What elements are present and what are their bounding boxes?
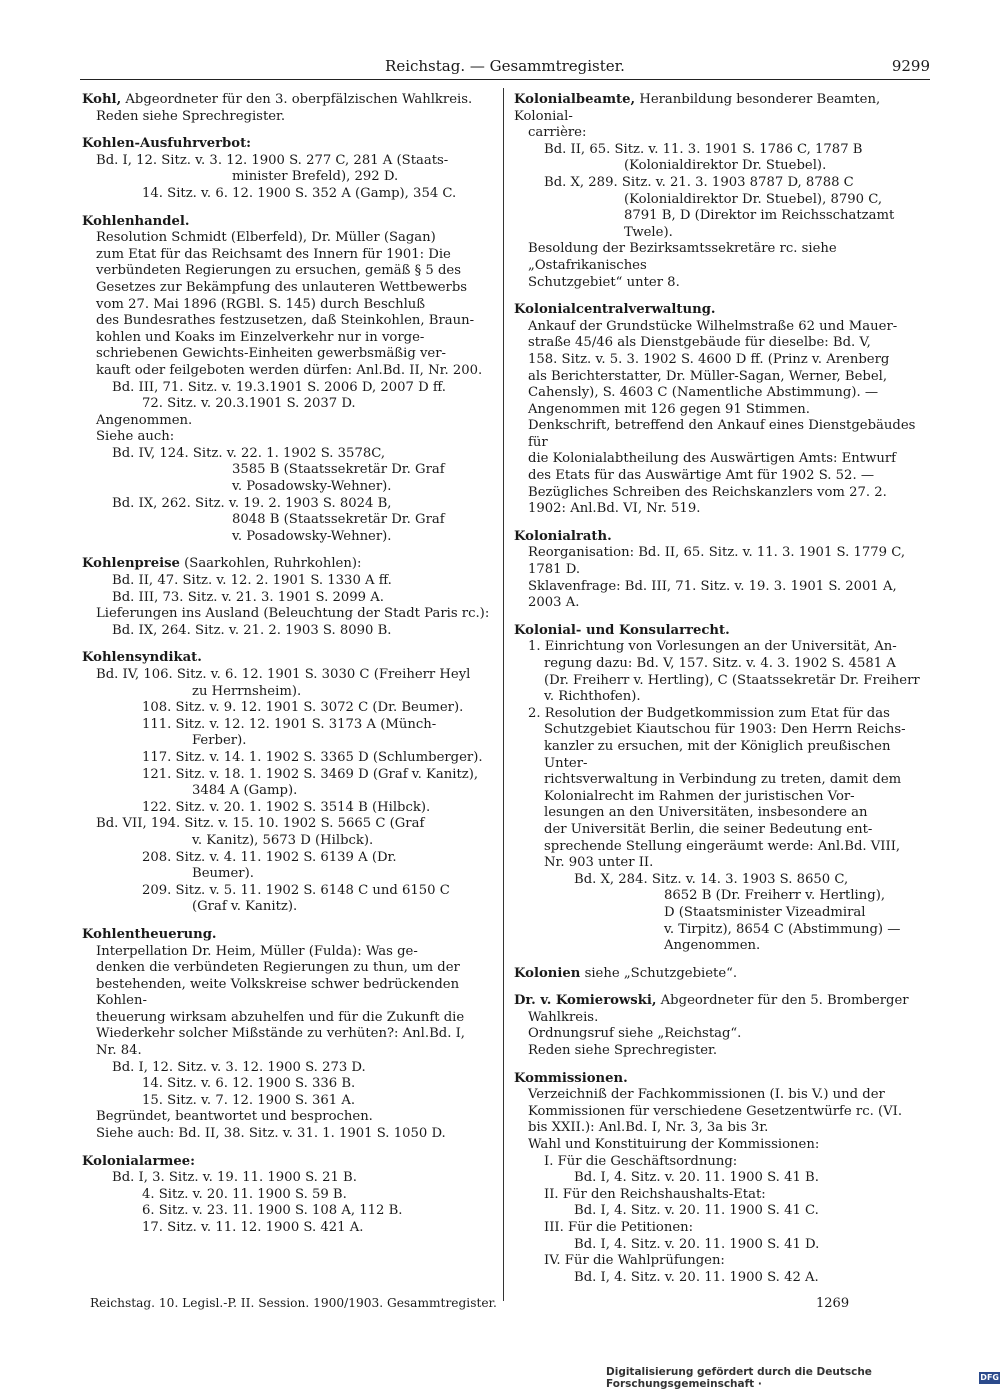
entry-title: Kohlenhandel.	[82, 213, 190, 229]
entry-line: Interpellation Dr. Heim, Müller (Fulda): Was ge-	[96, 943, 418, 959]
entry-line: (Graf v. Kanitz).	[192, 899, 298, 915]
entry-line: Bd. X, 289. Sitz. v. 21. 3. 1903 8787 D, 8788 C	[544, 174, 854, 190]
entry-heading-line	[82, 136, 494, 153]
entry-line: 17. Sitz. v. 11. 12. 1900 S. 421 A.	[142, 1220, 364, 1235]
entry-line: (Dr. Freiherr v. Hertling), C (Staatssekretär Dr. Freiherr	[544, 672, 920, 688]
entry-line: D (Staatsminister Vizeadmiral	[664, 904, 866, 920]
index-entry	[82, 650, 494, 916]
entry-line: 8791 B, D (Direktor im Reichsschatzamt	[624, 208, 895, 224]
index-entry	[514, 529, 926, 612]
entry-line: Bd. II, 65. Sitz. v. 11. 3. 1901 S. 1786 C, 1787 B	[544, 141, 863, 157]
header-rule	[80, 79, 930, 80]
entry-line: Sklavenfrage: Bd. III, 71. Sitz. v. 19. 3. 1901 S. 2001 A,	[528, 578, 897, 594]
running-title: Reichstag. — Gesammtregister.	[385, 57, 625, 75]
footer-imprint: Reichstag. 10. Legisl.-P. II. Session. 1900/1903. Gesammtregister.	[90, 1296, 497, 1310]
entry-line: Bd. I, 3. Sitz. v. 19. 11. 1900 S. 21 B.	[112, 1170, 357, 1186]
entry-line: Ferber).	[192, 733, 247, 749]
entry-line: Siehe auch:	[96, 429, 175, 445]
entry-line: 1781 D.	[528, 562, 581, 578]
entry-heading-line	[82, 1154, 494, 1171]
entry-line: bestehenden, weite Volkskreise schwer bedrückenden Kohlen-	[96, 976, 460, 1009]
entry-line: des Etats für das Auswärtige Amt für 1902 S. 52. —	[528, 468, 875, 484]
entry-line: vom 27. Mai 1896 (RGBl. S. 145) durch Beschluß	[96, 296, 426, 312]
credit-text: Digitalisierung gefördert durch die Deutsche Forschungsgemeinschaft ·	[606, 1366, 872, 1390]
entry-line: kauft oder feilgeboten werden dürfen: Anl.Bd. II, Nr. 200.	[96, 362, 483, 378]
entry-line: 111. Sitz. v. 12. 12. 1901 S. 3173 A (Münch-	[142, 716, 437, 732]
entry-heading-line	[514, 1071, 926, 1088]
entry-line: Schutzgebiet“ unter 8.	[528, 274, 680, 290]
dfg-logo-icon: DFG	[980, 1373, 999, 1382]
entry-line: I. Für die Geschäftsordnung:	[544, 1153, 738, 1169]
entry-line: 14. Sitz. v. 6. 12. 1900 S. 352 A (Gamp), 354 C.	[142, 185, 457, 201]
entry-title: Kolonialcentralverwaltung.	[514, 302, 716, 318]
index-entry	[514, 1071, 926, 1287]
entry-text: Abgeordneter für den 5. Bromberger	[660, 993, 909, 1009]
entry-line: Kolonialrecht im Rahmen der juristischen Vor-	[544, 788, 855, 804]
entry-line: Reorganisation: Bd. II, 65. Sitz. v. 11. 3. 1901 S. 1779 C,	[528, 545, 906, 561]
entry-line: Begründet, beantwortet und besprochen.	[96, 1109, 373, 1125]
entry-line: (Kolonialdirektor Dr. Stuebel), 8790 C,	[624, 191, 883, 207]
entry-line: 4. Sitz. v. 20. 11. 1900 S. 59 B.	[142, 1186, 347, 1202]
index-entry	[82, 214, 494, 546]
index-entry	[514, 993, 926, 1059]
entry-line: v. Tirpitz), 8654 C (Abstimmung) —	[664, 921, 901, 937]
entry-line: Nr. 903 unter II.	[544, 855, 654, 871]
entry-line: 158. Sitz. v. 5. 3. 1902 S. 4600 D ff. (Prinz v. Arenberg	[528, 351, 890, 367]
entry-line: richtsverwaltung in Verbindung zu treten, damit dem	[544, 772, 902, 788]
entry-line: Besoldung der Bezirksamtssekretäre rc. siehe „Ostafrikanisches	[528, 241, 837, 273]
entry-text: Abgeordneter für den 3. oberpfälzischen Wahlkreis.	[125, 92, 473, 107]
entry-line: 15. Sitz. v. 7. 12. 1900 S. 361 A.	[142, 1092, 356, 1108]
entry-line: Wahlkreis.	[528, 1009, 599, 1025]
page-number: 9299	[891, 57, 930, 75]
entry-heading-line	[82, 214, 494, 231]
entry-line: Cahensly), S. 4603 C (Namentliche Abstimmung). —	[528, 385, 879, 401]
entry-line: verbündeten Regierungen zu ersuchen, gemäß § 5 des	[96, 263, 462, 279]
entry-line: 14. Sitz. v. 6. 12. 1900 S. 336 B.	[142, 1076, 356, 1092]
entry-heading-line	[82, 92, 494, 109]
entry-line: Bd. IX, 264. Sitz. v. 21. 2. 1903 S. 8090 B.	[112, 622, 392, 638]
entry-line: Gesetzes zur Bekämpfung des unlauteren Wettbewerbs	[96, 279, 468, 295]
entry-line: Siehe auch: Bd. II, 38. Sitz. v. 31. 1. 1901 S. 1050 D.	[96, 1126, 446, 1142]
entry-line: v. Kanitz), 5673 D (Hilbck).	[192, 832, 374, 848]
column-divider	[503, 88, 504, 1301]
entry-line: Bd. IX, 262. Sitz. v. 19. 2. 1903 S. 8024 B,	[112, 495, 392, 511]
entry-title: Kolonialrath.	[514, 528, 612, 544]
entry-line: als Berichterstatter, Dr. Müller-Sagan, Werner, Bebel,	[528, 368, 888, 384]
entry-line: Beumer).	[192, 866, 254, 882]
entry-line: Angenommen.	[664, 938, 761, 954]
entry-line: II. Für den Reichshaushalts-Etat:	[544, 1186, 766, 1202]
page-header	[80, 55, 930, 77]
entry-line: des Bundesrathes festzusetzen, daß Steinkohlen, Braun-	[96, 313, 475, 329]
entry-line: IV. Für die Wahlprüfungen:	[544, 1253, 725, 1269]
entry-title: Kohlenpreise	[82, 556, 180, 572]
entry-line: 2003 A.	[528, 595, 580, 611]
index-entry	[82, 136, 494, 202]
entry-line: 6. Sitz. v. 23. 11. 1900 S. 108 A, 112 B.	[142, 1203, 403, 1219]
entry-line: Bd. III, 73. Sitz. v. 21. 3. 1901 S. 2099 A.	[112, 589, 384, 605]
entry-heading-line	[514, 92, 926, 125]
entry-line: v. Posadowsky-Wehner).	[232, 528, 392, 544]
index-entry	[82, 556, 494, 639]
entry-line: Denkschrift, betreffend den Ankauf eines Dienstgebäudes für	[528, 418, 916, 450]
entry-line: Verzeichniß der Fachkommissionen (I. bis V.) und der	[528, 1087, 885, 1103]
entry-title: Kohlentheuerung.	[82, 926, 217, 942]
entry-line: Bd. I, 4. Sitz. v. 20. 11. 1900 S. 41 D.	[574, 1236, 820, 1252]
entry-heading-line	[514, 966, 926, 983]
entry-heading-line	[82, 556, 494, 573]
entry-title: Kolonial- und Konsularrecht.	[514, 622, 730, 638]
entry-line: Bd. I, 4. Sitz. v. 20. 11. 1900 S. 41 C.	[574, 1203, 819, 1219]
entry-line: Nr. 84.	[96, 1043, 142, 1059]
entry-line: kohlen und Koaks im Einzelverkehr nur in vorge-	[96, 329, 425, 345]
entry-title: Kommissionen.	[514, 1070, 628, 1086]
entry-line: Reden siehe Sprechregister.	[96, 108, 286, 124]
entry-line: Bd. X, 284. Sitz. v. 14. 3. 1903 S. 8650 C,	[574, 871, 849, 887]
entry-line: Ordnungsruf siehe „Reichstag“.	[528, 1026, 742, 1042]
entry-line: Wiederkehr solcher Mißstände zu verhüten?: Anl.Bd. I,	[96, 1026, 465, 1042]
entry-line: Angenommen.	[96, 412, 193, 428]
entry-heading-line	[82, 650, 494, 667]
entry-line: 1902: Anl.Bd. VI, Nr. 519.	[528, 501, 701, 517]
entry-line: schriebenen Gewichts-Einheiten gewerbsmäßig ver-	[96, 346, 446, 362]
entry-line: 1. Einrichtung von Vorlesungen an der Universität, An-	[528, 639, 897, 655]
entry-line: Bd. IV, 106. Sitz. v. 6. 12. 1901 S. 3030 C (Freiherr Heyl	[96, 667, 471, 682]
entry-line: theuerung wirksam abzuhelfen und für die Zukunft die	[96, 1009, 465, 1025]
entry-line: 209. Sitz. v. 5. 11. 1902 S. 6148 C und 6150 C	[142, 882, 450, 898]
entry-line: Bd. I, 12. Sitz. v. 3. 12. 1900 S. 273 D.	[112, 1059, 366, 1075]
entry-line: straße 45/46 als Dienstgebäude für dieselbe: Bd. V,	[528, 335, 871, 351]
entry-line: 3484 A (Gamp).	[192, 783, 298, 799]
index-entry	[514, 623, 926, 955]
entry-line: Schutzgebiet Kiautschou für 1903: Den Herrn Reichs-	[544, 722, 906, 738]
entry-line: 108. Sitz. v. 9. 12. 1901 S. 3072 C (Dr. Beumer).	[142, 700, 464, 716]
entry-line: Ankauf der Grundstücke Wilhelmstraße 62 und Mauer-	[528, 318, 898, 334]
entry-line: Bd. IV, 124. Sitz. v. 22. 1. 1902 S. 3578C,	[112, 445, 386, 461]
entry-line: Twele).	[624, 224, 673, 240]
entry-line: Wahl und Konstituirung der Kommissionen:	[528, 1137, 820, 1153]
entry-title: Kolonien	[514, 965, 581, 981]
entry-line: 8652 B (Dr. Freiherr v. Hertling),	[664, 888, 886, 904]
entry-text: Heranbildung besonderer Beamten, Kolonial-	[514, 92, 881, 124]
entry-line: Bd. II, 47. Sitz. v. 12. 2. 1901 S. 1330 A ff.	[112, 573, 392, 589]
entry-title: Dr. v. Komierowski,	[514, 993, 657, 1009]
entry-line: Bd. VII, 194. Sitz. v. 15. 10. 1902 S. 5665 C (Graf	[96, 816, 425, 832]
entry-line: Bd. III, 71. Sitz. v. 19.3.1901 S. 2006 D, 2007 D ff.	[112, 379, 446, 395]
entry-heading-line	[82, 927, 494, 944]
entry-line: die Kolonialabtheilung des Auswärtigen Amts: Entwurf	[528, 451, 897, 467]
index-entry	[82, 1154, 494, 1237]
entry-line: 8048 B (Staatssekretär Dr. Graf	[232, 512, 445, 528]
entry-line: v. Richthofen).	[544, 689, 641, 705]
entry-line: Angenommen mit 126 gegen 91 Stimmen.	[528, 401, 810, 417]
entry-line: Kommissionen für verschiedene Gesetzentwürfe rc. (VI.	[528, 1103, 903, 1119]
footer-page-number: 1269	[816, 1296, 850, 1311]
entry-line: 72. Sitz. v. 20.3.1901 S. 2037 D.	[142, 396, 356, 412]
index-entry	[514, 302, 926, 518]
entry-line: denken die verbündeten Regierungen zu thun, um der	[96, 960, 460, 976]
entry-heading-line	[514, 529, 926, 546]
entry-line: Bezügliches Schreiben des Reichskanzlers vom 27. 2.	[528, 484, 887, 500]
entry-line: (Kolonialdirektor Dr. Stuebel).	[624, 158, 827, 174]
entry-title: Kolonialbeamte,	[514, 92, 636, 107]
entry-line: Lieferungen ins Ausland (Beleuchtung der Stadt Paris rc.):	[96, 606, 490, 622]
left-column	[82, 92, 494, 1248]
index-entry	[82, 927, 494, 1143]
digitization-credit	[606, 1366, 1000, 1390]
entry-title: Kohlen-Ausfuhrverbot:	[82, 136, 252, 152]
entry-line: kanzler zu ersuchen, mit der Königlich preußischen Unter-	[544, 738, 891, 771]
entry-heading-line	[514, 302, 926, 319]
entry-line: Bd. I, 4. Sitz. v. 20. 11. 1900 S. 41 B.	[574, 1170, 819, 1186]
entry-line: v. Posadowsky-Wehner).	[232, 479, 392, 495]
entry-title: Kolonialarmee:	[82, 1153, 196, 1169]
entry-heading-line	[514, 993, 926, 1010]
entry-line: Reden siehe Sprechregister.	[528, 1043, 718, 1059]
entry-line: zu Herrnsheim).	[192, 683, 302, 699]
entry-text: (Saarkohlen, Ruhrkohlen):	[184, 556, 362, 572]
entry-line: zum Etat für das Reichsamt des Innern für 1901: Die	[96, 246, 451, 262]
entry-title: Kohlensyndikat.	[82, 650, 202, 666]
entry-line: 122. Sitz. v. 20. 1. 1902 S. 3514 B (Hilbck).	[142, 799, 431, 815]
entry-line: carrière:	[528, 125, 587, 141]
entry-line: lesungen an den Universitäten, insbesondere an	[544, 805, 868, 821]
index-entry	[514, 966, 926, 983]
entry-line: 208. Sitz. v. 4. 11. 1902 S. 6139 A (Dr.	[142, 849, 397, 865]
entry-line: 2. Resolution der Budgetkommission zum Etat für das	[528, 705, 890, 721]
entry-line: III. Für die Petitionen:	[544, 1220, 694, 1235]
entry-line: 117. Sitz. v. 14. 1. 1902 S. 3365 D (Schlumberger).	[142, 749, 483, 765]
entry-line: sprechende Stellung eingeräumt werde: Anl.Bd. VIII,	[544, 838, 901, 854]
index-entry	[514, 92, 926, 291]
entry-line: regung dazu: Bd. V, 157. Sitz. v. 4. 3. 1902 S. 4581 A	[544, 656, 896, 671]
entry-line: minister Brefeld), 292 D.	[232, 169, 399, 185]
entry-heading-line	[514, 623, 926, 640]
entry-line: der Universität Berlin, die seiner Bedeutung ent-	[544, 821, 873, 837]
entry-title: Kohl,	[82, 92, 122, 107]
entry-text: siehe „Schutzgebiete“.	[584, 965, 738, 981]
entry-line: Resolution Schmidt (Elberfeld), Dr. Müller (Sagan)	[96, 230, 436, 246]
entry-line: 121. Sitz. v. 18. 1. 1902 S. 3469 D (Graf v. Kanitz),	[142, 766, 479, 782]
entry-line: Bd. I, 12. Sitz. v. 3. 12. 1900 S. 277 C, 281 A (Staats-	[96, 152, 449, 168]
entry-line: Bd. I, 4. Sitz. v. 20. 11. 1900 S. 42 A.	[574, 1269, 819, 1285]
entry-line: 3585 B (Staatssekretär Dr. Graf	[232, 462, 445, 478]
index-entry	[82, 92, 494, 125]
right-column	[514, 92, 926, 1297]
entry-line: bis XXII.): Anl.Bd. I, Nr. 3, 3a bis 3r.	[528, 1120, 769, 1136]
